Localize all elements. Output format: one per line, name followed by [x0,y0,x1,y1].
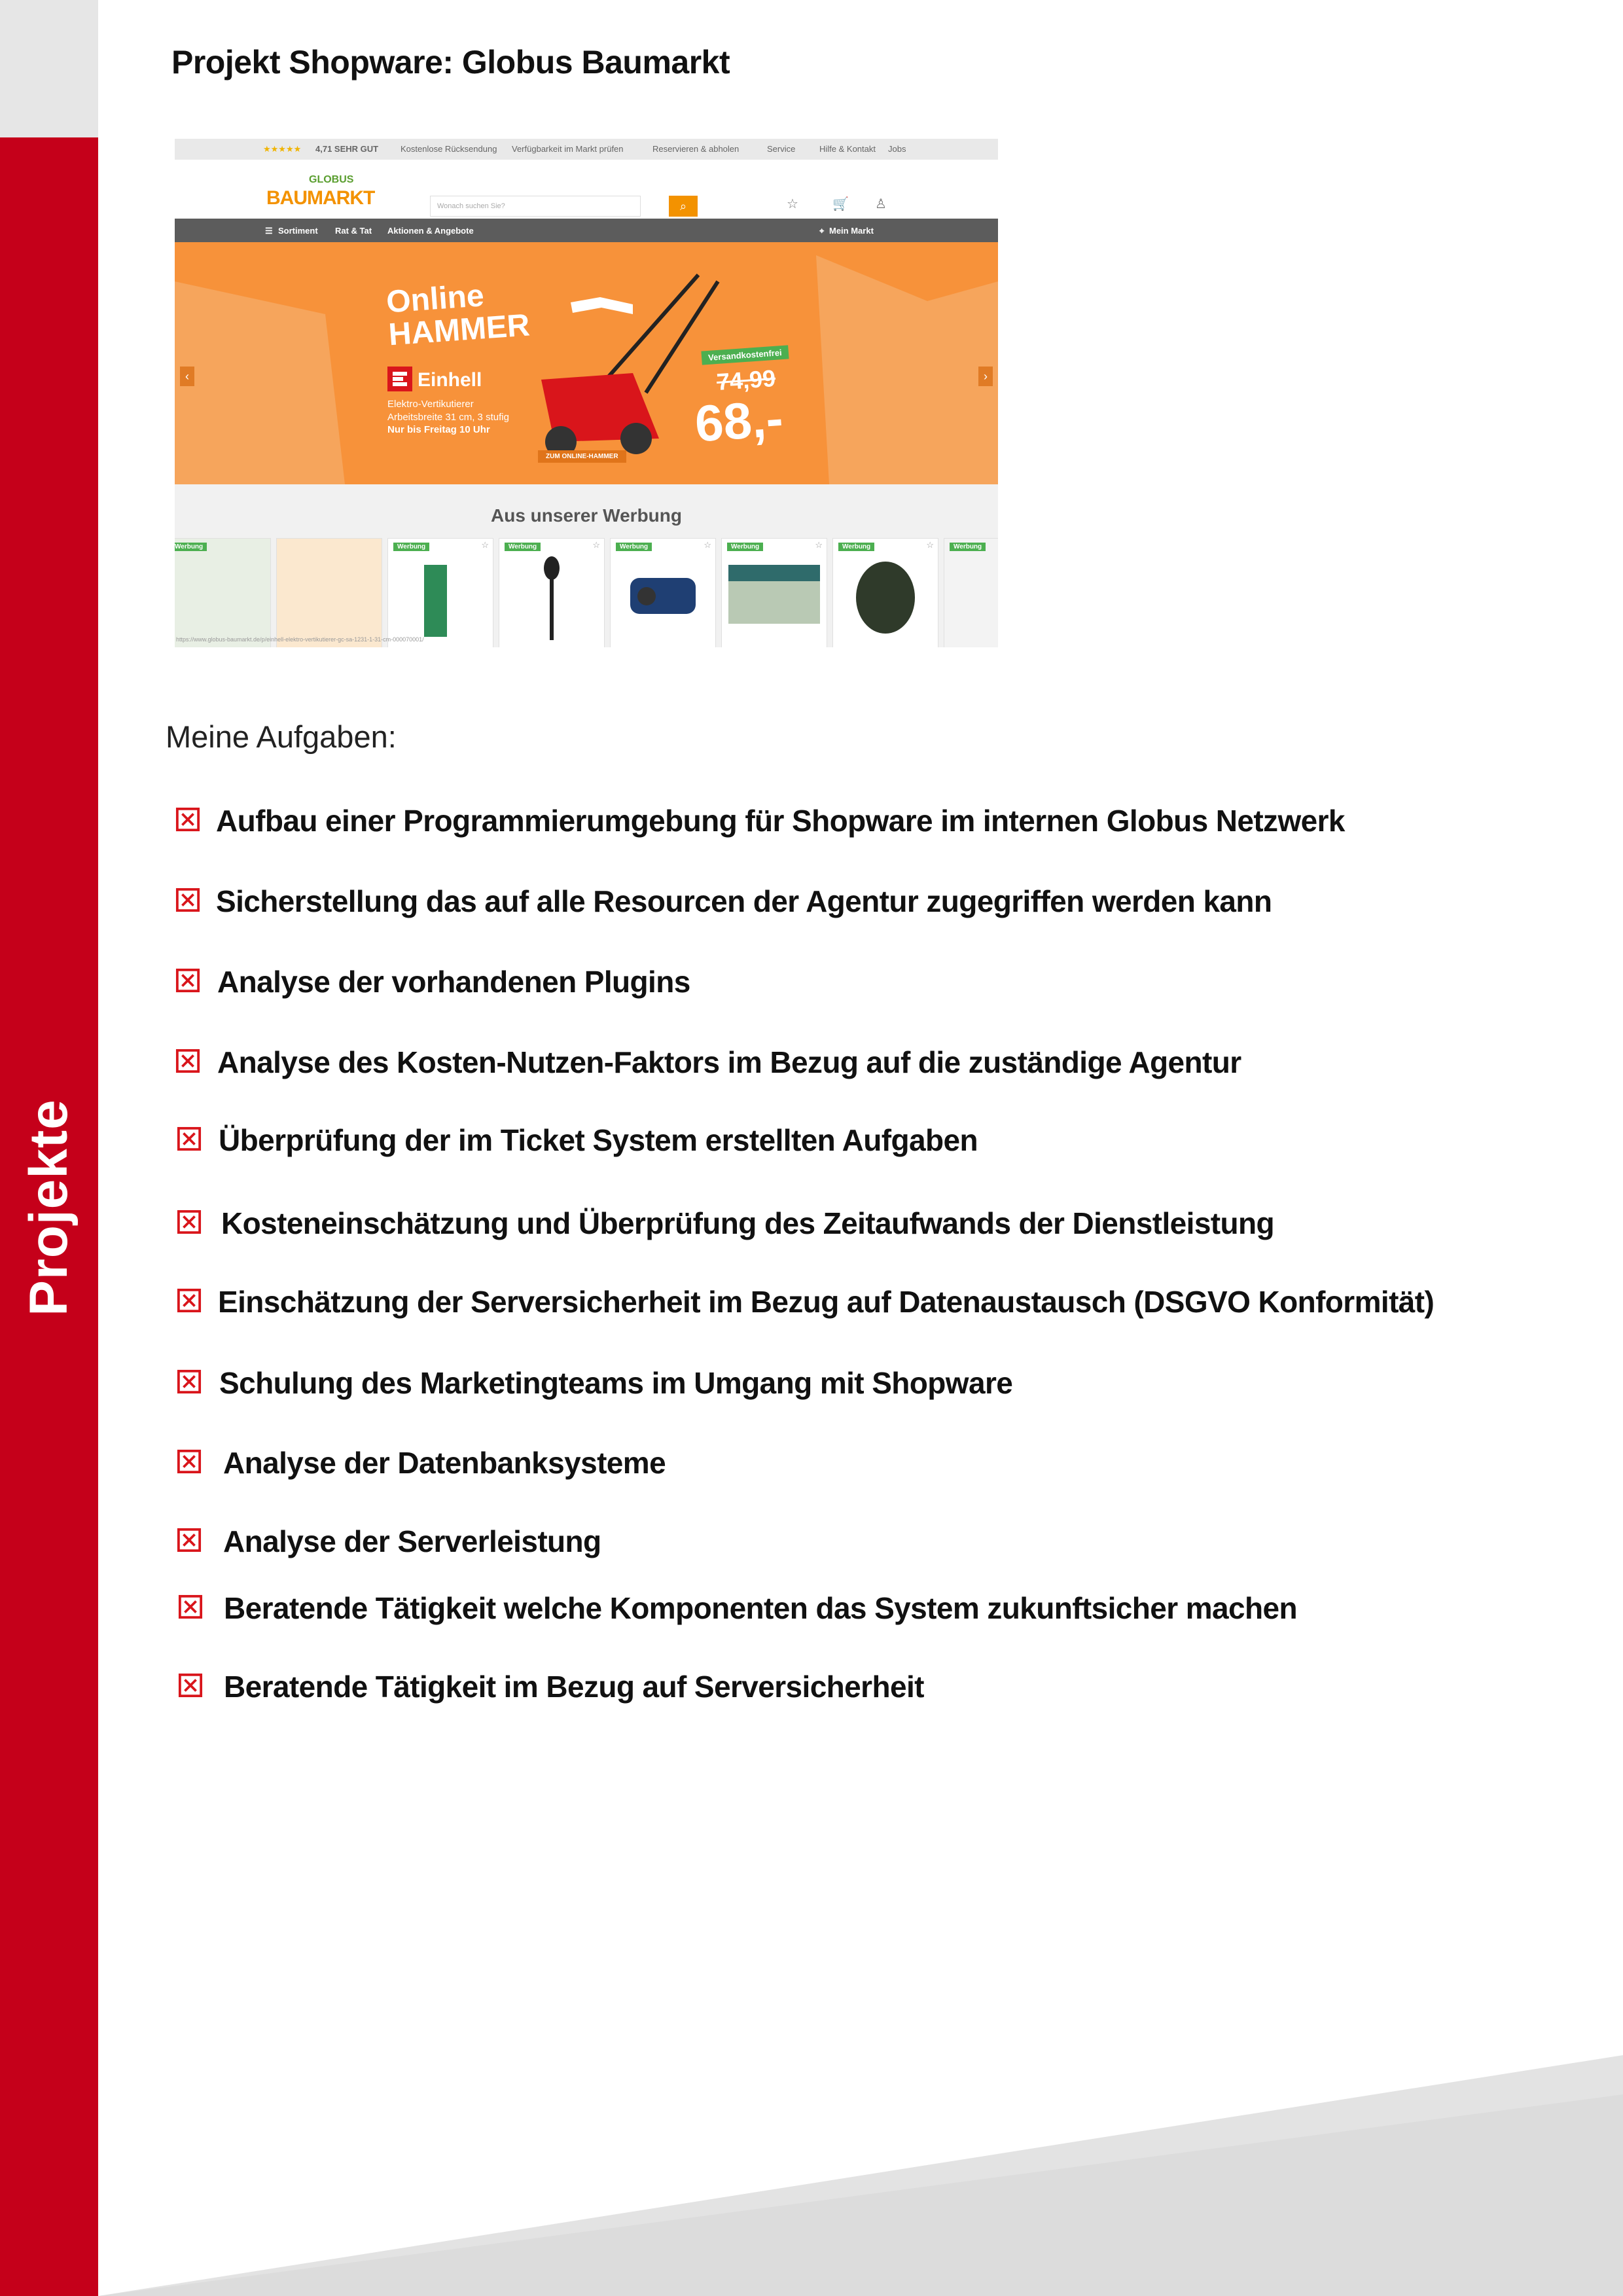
werbung-tag: Werbung [616,543,652,551]
einhell-logo-icon [387,367,412,391]
checked-box-icon [175,1049,200,1073]
banner-cta-button[interactable]: ZUM ONLINE-HAMMER [538,450,626,463]
checked-box-icon [175,968,200,993]
shop-rating: 4,71 SEHR GUT [315,144,379,154]
checked-box-icon [177,1369,202,1394]
shop-topbar-item[interactable]: Verfügbarkeit im Markt prüfen [512,144,624,154]
task-item [0,961,1505,1001]
banner-line-1: Online [385,278,486,320]
task-text: Kosteneinschätzung und Überprüfung des Zeitaufwands der Dienstleistung [221,1206,1275,1240]
checked-box-icon [175,807,200,832]
task-text: Analyse der Serverleistung [223,1524,601,1558]
product-card[interactable] [944,538,998,647]
task-item [0,800,1505,840]
banner-desc-1: Elektro-Vertikutierer [387,399,474,410]
old-price: 74,99 [715,364,777,396]
new-price: 68,- [693,389,785,453]
rating-stars-icon: ★★★★★ [263,144,302,154]
carousel-prev-icon[interactable]: ‹ [180,367,194,386]
shop-topbar [175,139,998,160]
task-text: Beratende Tätigkeit welche Komponenten das System zukunftsicher machen [224,1591,1297,1625]
banner-brand-name: Einhell [418,369,482,391]
menu-icon[interactable]: ☰ [265,226,273,236]
task-item [0,1042,1505,1081]
checked-box-icon [177,1126,202,1151]
task-text: Beratende Tätigkeit im Bezug auf Serversicherheit [224,1670,924,1704]
shop-nav [175,219,998,242]
shop-topbar-item[interactable]: Service [767,144,796,154]
nav-mein-markt[interactable]: Mein Markt [829,226,874,236]
nav-sortiment[interactable]: Sortiment [278,226,318,236]
task-item [0,1443,1505,1482]
product-card[interactable] [276,538,382,647]
task-item [0,1282,1505,1321]
task-text: Analyse der Datenbanksysteme [223,1446,666,1480]
shop-header [175,160,998,219]
shop-screenshot [175,139,998,647]
product-card[interactable] [610,538,716,647]
sidebar-label: Projekte [19,1099,79,1316]
shop-topbar-item[interactable]: Kostenlose Rücksendung [401,144,497,154]
shop-search-input[interactable] [430,196,641,217]
product-card[interactable] [499,538,605,647]
werbung-tag: Werbung [505,543,541,551]
star-icon[interactable]: ☆ [926,540,934,550]
star-icon[interactable]: ☆ [592,540,600,550]
task-text: Einschätzung der Serversicherheit im Bezug auf Datenaustausch (DSGVO Konformität) [218,1285,1435,1319]
checked-box-icon [177,1528,202,1552]
banner-line-2: HAMMER [387,308,531,353]
location-pin-icon: ⌖ [819,226,825,236]
shipping-badge: Versandkostenfrei [701,345,789,365]
star-icon[interactable]: ☆ [481,540,489,550]
task-item [0,1203,1505,1242]
shop-logo-sub: GLOBUS [309,174,354,185]
nav-aktionen[interactable]: Aktionen & Angebote [387,226,474,236]
product-card[interactable] [387,538,493,647]
task-item [0,1521,1505,1560]
banner-description [387,398,509,437]
radio-icon [611,539,715,647]
checked-box-icon [177,1449,202,1474]
bottom-decoration [98,2055,1623,2296]
shop-topbar-item[interactable]: Hilfe & Kontakt [819,144,876,154]
banner-desc-3: Nur bis Freitag 10 Uhr [387,424,490,435]
carousel-next-icon[interactable]: › [978,367,993,386]
task-item [0,1363,1505,1402]
task-text: Sicherstellung das auf alle Resourcen der Agentur zugegriffen werden kann [216,884,1272,918]
star-icon[interactable]: ☆ [704,540,711,550]
banner-shapes [175,242,998,484]
werbung-tag: Werbung [727,543,763,551]
task-item [0,881,1505,920]
product-card[interactable] [832,538,938,647]
cart-icon[interactable]: 🛒 [832,197,849,211]
werbung-tag: Werbung [393,543,429,551]
product-card[interactable] [175,538,271,647]
awning-icon [722,539,827,647]
shop-topbar-item[interactable]: Jobs [888,144,906,154]
task-item [0,1588,1505,1627]
tasks-heading: Meine Aufgaben: [166,719,397,754]
shop-search-placeholder: Wonach suchen Sie? [437,202,505,210]
pressure-washer-icon [388,539,493,647]
page-title: Projekt Shopware: Globus Baumarkt [171,44,730,81]
hero-banner[interactable] [175,242,998,484]
banner-headline [385,277,531,353]
banner-desc-2: Arbeitsbreite 31 cm, 3 stufig [387,411,509,423]
werbung-tag: Werbung [838,543,874,551]
banner-brand [387,367,531,391]
task-text: Überprüfung der im Ticket System erstellten Aufgaben [219,1123,978,1157]
garden-lamp-icon [499,539,604,647]
search-icon[interactable]: ⌕ [669,196,698,217]
shop-topbar-item[interactable]: Reservieren & abholen [652,144,740,154]
task-item [0,1120,1505,1159]
checked-box-icon [177,1288,202,1313]
top-left-grey-block [0,0,98,137]
star-icon[interactable]: ☆ [787,197,798,211]
werbung-tag: Werbung [950,543,986,551]
star-icon[interactable]: ☆ [815,540,823,550]
task-text: Analyse des Kosten-Nutzen-Faktors im Bezug auf die zuständige Agentur [217,1045,1241,1079]
garden-bag-icon [833,539,938,647]
checked-box-icon [178,1673,203,1698]
user-icon[interactable]: ♙ [875,197,887,211]
checked-box-icon [175,888,200,912]
werbung-title: Aus unserer Werbung [491,505,682,526]
checked-box-icon [178,1594,203,1619]
product-carousel [175,538,998,647]
task-text: Schulung des Marketingteams im Umgang mit Shopware [219,1366,1013,1400]
product-card[interactable] [721,538,827,647]
nav-rat-tat[interactable]: Rat & Tat [335,226,372,236]
task-item [0,1666,1505,1706]
status-url: https://www.globus-baumarkt.de/p/einhell-elektro-vertikutierer-gc-sa-1231-1-31-cm-000070001/ [176,636,424,643]
task-text: Aufbau einer Programmierumgebung für Shopware im internen Globus Netzwerk [216,804,1345,838]
shop-logo[interactable]: BAUMARKT [266,187,375,209]
checked-box-icon [177,1210,202,1234]
task-text: Analyse der vorhandenen Plugins [217,965,690,999]
werbung-tag: Werbung [175,543,207,551]
